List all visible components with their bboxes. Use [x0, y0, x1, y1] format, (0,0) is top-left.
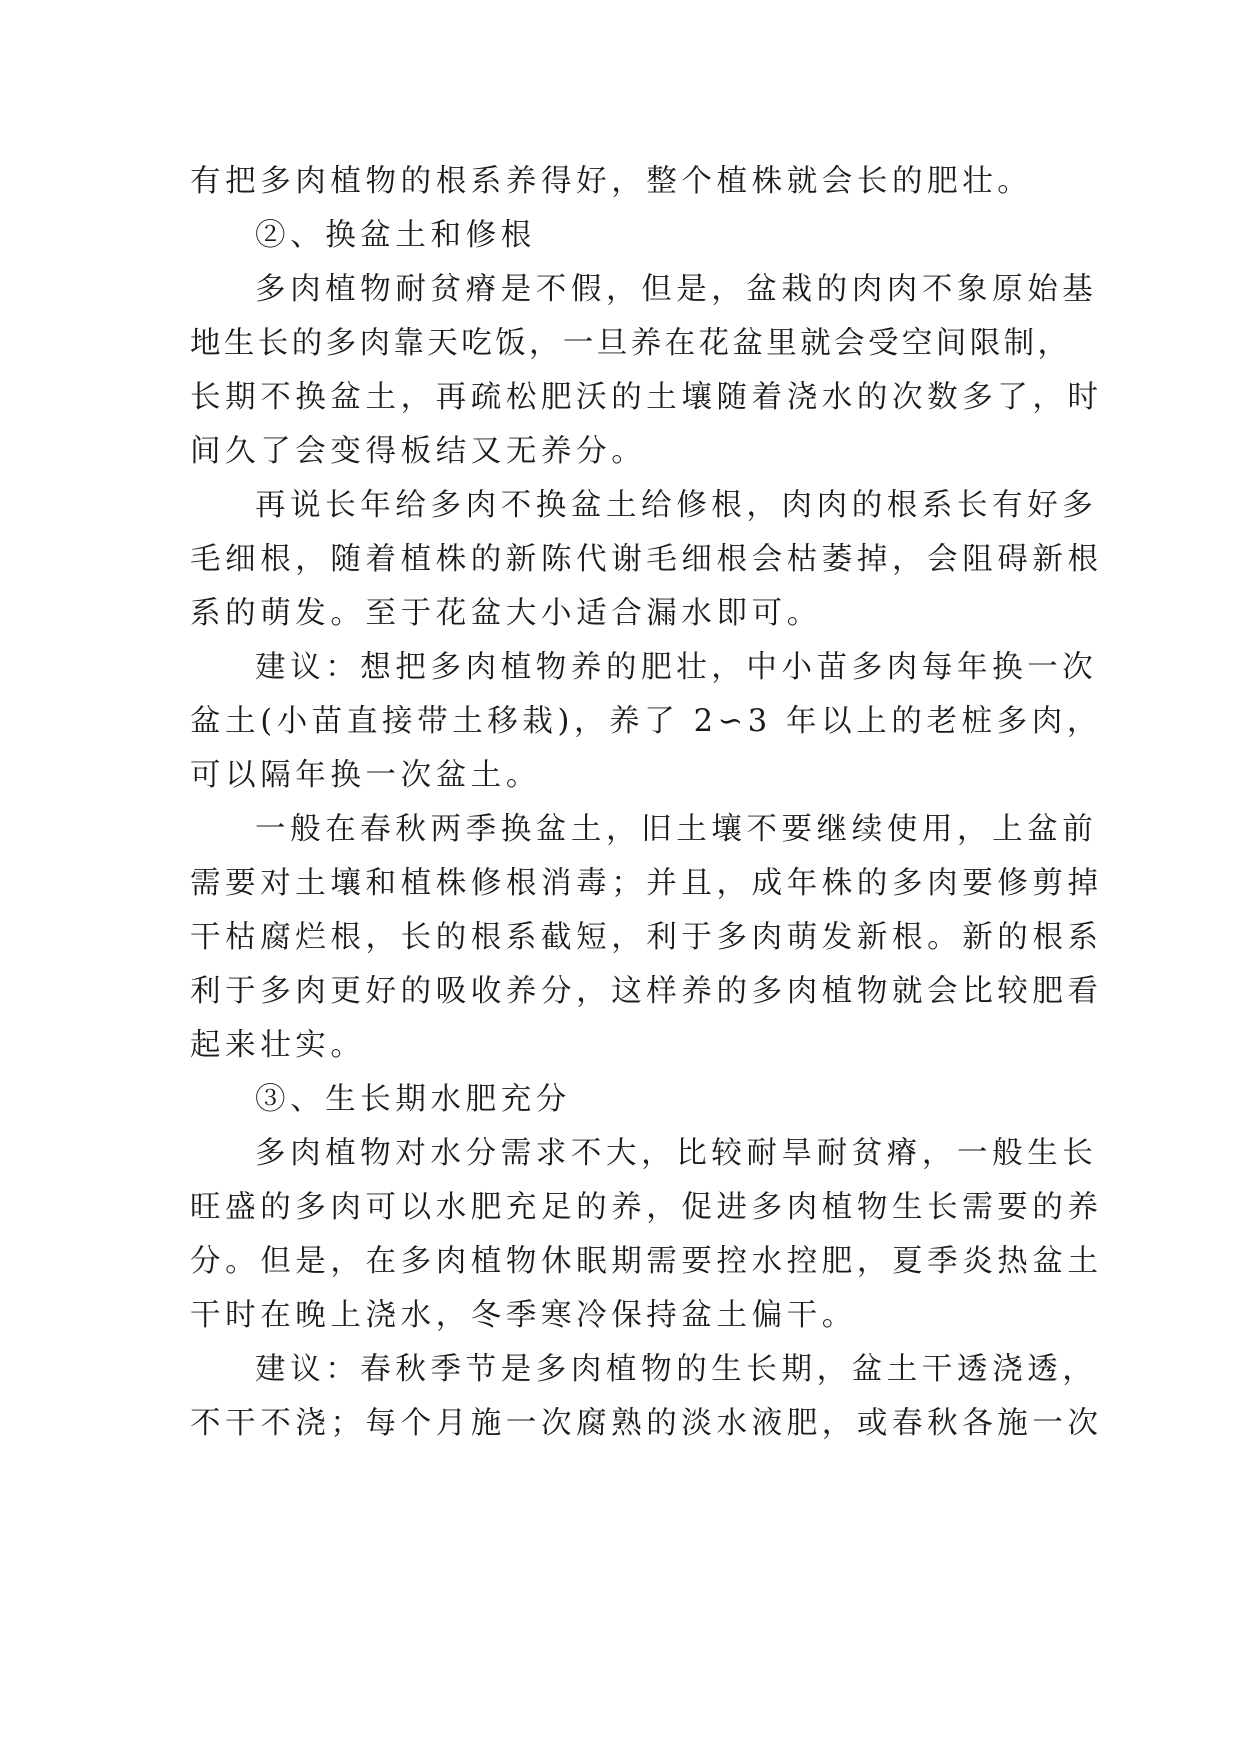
- paragraph-line: 利于多肉更好的吸收养分，这样养的多肉植物就会比较肥看: [190, 974, 1103, 1009]
- paragraph-line: 起来壮实。: [190, 1028, 366, 1063]
- paragraph-line: 间久了会变得板结又无养分。: [190, 434, 647, 469]
- paragraph-line: 需要对土壤和植株修根消毒；并且，成年株的多肉要修剪掉: [190, 866, 1103, 901]
- paragraph-line: 再说长年给多肉不换盆土给修根，肉肉的根系长有好多: [255, 488, 1098, 523]
- paragraph-line: 旺盛的多肉可以水肥充足的养，促进多肉植物生长需要的养: [190, 1190, 1103, 1225]
- paragraph-line: 有把多肉植物的根系养得好，整个植株就会长的肥壮。: [190, 164, 1033, 199]
- paragraph-line: 可以隔年换一次盆土。: [190, 758, 541, 793]
- paragraph-line: 系的萌发。至于花盆大小适合漏水即可。: [190, 596, 822, 631]
- paragraph-line: 地生长的多肉靠天吃饭，一旦养在花盆里就会受空间限制，: [190, 326, 1072, 361]
- paragraph-line: 多肉植物耐贫瘠是不假，但是，盆栽的肉肉不象原始基: [255, 272, 1098, 307]
- paragraph-line: 一般在春秋两季换盆土，旧土壤不要继续使用，上盆前: [255, 812, 1098, 847]
- paragraph-line: 盆土(小苗直接带土移栽)，养了 2∽3 年以上的老桩多肉，: [190, 704, 1102, 739]
- paragraph-line: 建议：想把多肉植物养的肥壮，中小苗多肉每年换一次: [255, 650, 1098, 685]
- paragraph-line: 建议：春秋季节是多肉植物的生长期，盆土干透浇透，: [255, 1352, 1098, 1387]
- paragraph-line: 长期不换盆土，再疏松肥沃的土壤随着浇水的次数多了，时: [190, 380, 1103, 415]
- paragraph-line: 分。但是，在多肉植物休眠期需要控水控肥，夏季炎热盆土: [190, 1244, 1103, 1279]
- paragraph-line: 毛细根，随着植株的新陈代谢毛细根会枯萎掉，会阻碍新根: [190, 542, 1103, 577]
- paragraph-line: 干枯腐烂根，长的根系截短，利于多肉萌发新根。新的根系: [190, 920, 1103, 955]
- paragraph-line: 多肉植物对水分需求不大，比较耐旱耐贫瘠，一般生长: [255, 1136, 1098, 1171]
- section-heading-growth-period: ③、生长期水肥充分: [255, 1082, 571, 1117]
- paragraph-line: 不干不浇；每个月施一次腐熟的淡水液肥，或春秋各施一次: [190, 1406, 1103, 1441]
- section-heading-repotting: ②、换盆土和修根: [255, 218, 536, 253]
- paragraph-line: 干时在晚上浇水，冬季寒冷保持盆土偏干。: [190, 1298, 857, 1333]
